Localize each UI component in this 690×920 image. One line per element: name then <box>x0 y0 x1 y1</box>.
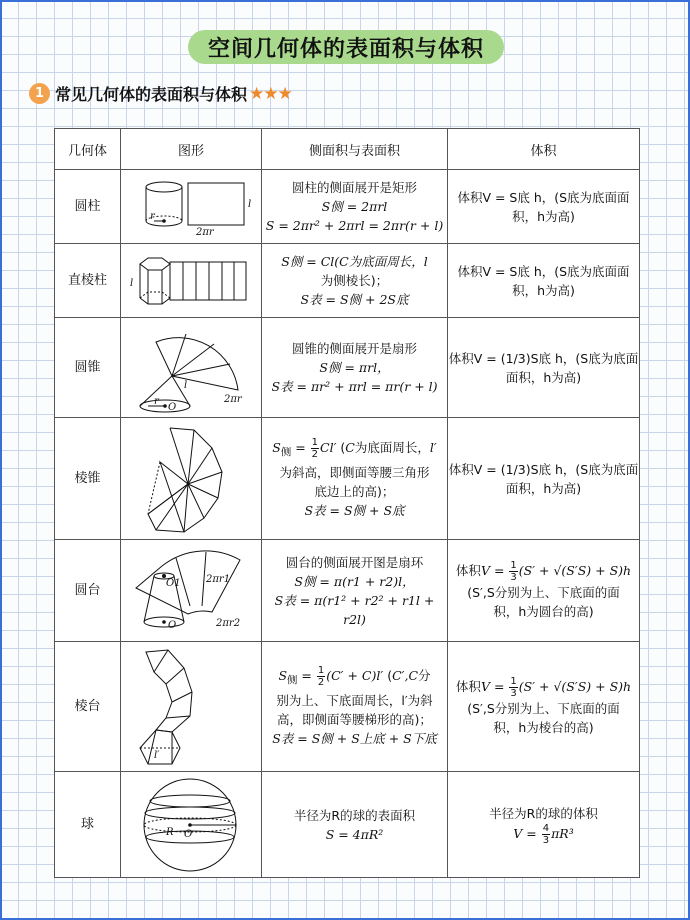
area-line: S表 = S侧 + S底 <box>304 502 405 518</box>
area-line: 底边上的高)； <box>314 483 395 499</box>
volume-cell <box>448 244 640 318</box>
bottom-center-label: O <box>168 619 177 631</box>
area-line: $S_侧$ = $\frac{1}{2}$ (C′ + C)l′ (C′,C分 <box>278 665 431 689</box>
area-cell <box>262 540 448 642</box>
page-title: 空间几何体的表面积与体积 <box>188 30 504 64</box>
slant-height-label: l′ <box>154 749 160 761</box>
volume-line: 积，h为高) <box>512 208 575 224</box>
circumference-label: 2πr <box>196 226 214 238</box>
area-line: 圆锥的侧面展开是扇形 <box>291 341 417 356</box>
area-line: 圆台的侧面展开图是扇环 <box>285 554 424 570</box>
section-heading <box>29 82 292 105</box>
inner-arc-label: 2πr1 <box>206 573 231 585</box>
area-line: S侧 = 2πrl <box>321 199 388 214</box>
solid-name: 棱锥 <box>55 418 121 540</box>
star-rating: ★★★ <box>249 83 292 104</box>
arc-label: 2πr <box>224 393 242 405</box>
volume-line: 体积V = $\frac{1}{3}$ (S′ + √(S′S) + S)h <box>455 560 632 583</box>
area-line: S = 4πR² <box>325 826 384 842</box>
table-row <box>55 170 640 244</box>
volume-line: 体积V = $\frac{1}{3}$ (S′ + √(S′S) + S)h <box>455 676 632 699</box>
top-center-label: O1 <box>166 577 181 589</box>
area-cell <box>262 318 448 418</box>
volume-line: (S′,S分别为上、下底面的面 <box>467 585 620 600</box>
volume-line: (S′,S分别为上、下底面的面 <box>467 701 620 716</box>
prism-figure <box>121 244 262 318</box>
area-line: S表 = π(r1² + r2² + r1l + r2l) <box>274 592 435 627</box>
volume-cell <box>448 772 640 878</box>
area-line: S侧 = Cl(C为底面周长，l <box>281 254 428 269</box>
pyramid-figure <box>121 418 262 540</box>
center-label: O <box>168 401 177 413</box>
volume-line: 面积，h为高) <box>505 480 582 496</box>
area-line: 圆柱的侧面展开是矩形 <box>291 180 417 195</box>
radius-label: r <box>154 395 159 407</box>
table-row <box>55 418 640 540</box>
volume-line: 积，h为圆台的高) <box>493 604 594 619</box>
radius-label: R <box>166 826 174 838</box>
area-cell <box>262 418 448 540</box>
table-row <box>55 642 640 772</box>
volume-line: 积，h为棱台的高) <box>493 720 594 735</box>
length-label: l <box>248 198 252 210</box>
outer-arc-label: 2πr2 <box>216 617 241 629</box>
center-label: O <box>184 828 193 840</box>
area-cell <box>262 244 448 318</box>
area-cell <box>262 170 448 244</box>
header-area: 侧面积与表面积 <box>262 129 448 170</box>
solid-name: 圆锥 <box>55 318 121 418</box>
area-line: 为斜高，即侧面等腰三角形 <box>279 464 430 480</box>
table-row <box>55 772 640 878</box>
table-header-row <box>55 129 640 170</box>
volume-line: 面积，h为高) <box>505 369 582 385</box>
radius-label: r <box>150 210 155 222</box>
frustum-figure <box>121 540 262 642</box>
section-number-badge: 1 <box>29 83 50 104</box>
area-cell <box>262 642 448 772</box>
area-line: S = 2πr² + 2πrl = 2πr(r + l) <box>265 218 444 233</box>
volume-line: 体积V = (1/3)S底 h，(S底为底面 <box>448 461 639 477</box>
table-row <box>55 540 640 642</box>
table-row <box>55 318 640 418</box>
area-line: S表 = S侧 + S上底 + S下底 <box>272 730 437 746</box>
solid-name: 圆台 <box>55 540 121 642</box>
area-line: S侧 = πrl， <box>319 360 390 375</box>
area-line: S侧 = π(r1 + r2)l， <box>294 573 415 589</box>
area-line: S表 = S侧 + 2S底 <box>300 292 409 307</box>
edge-label: l <box>130 277 134 289</box>
area-line: 半径为R的球的表面积 <box>293 807 416 823</box>
volume-cell <box>448 642 640 772</box>
solid-name: 圆柱 <box>55 170 121 244</box>
area-line: 别为上、下底面周长，l′为斜 <box>276 692 433 708</box>
volume-line: 体积V = S底 h，(S底为底面面 <box>457 189 630 205</box>
solid-name: 直棱柱 <box>55 244 121 318</box>
section-label: 常见几何体的表面积与体积 <box>55 85 248 104</box>
area-line: $S_侧$ = $\frac{1}{2}$ Cl′ (C为底面周长，l′ <box>272 437 437 461</box>
frustum-pyramid-figure <box>121 642 262 772</box>
volume-line: V = $\frac{4}{3}$ πR³ <box>513 822 574 846</box>
sphere-figure <box>121 772 262 878</box>
area-line: S表 = πr² + πrl = πr(r + l) <box>271 379 438 394</box>
header-volume: 体积 <box>448 129 640 170</box>
table-row <box>55 244 640 318</box>
header-figure: 图形 <box>121 129 262 170</box>
cone-figure <box>121 318 262 418</box>
volume-line: 体积V = S底 h，(S底为底面面 <box>457 263 630 279</box>
volume-line: 体积V = (1/3)S底 h，(S底为底面 <box>448 350 639 366</box>
slant-label: l <box>184 379 188 391</box>
volume-cell <box>448 170 640 244</box>
volume-line: 半径为R的球的体积 <box>489 805 598 821</box>
area-line: 高，即侧面等腰梯形的高)； <box>277 711 432 727</box>
volume-cell <box>448 318 640 418</box>
header-solid: 几何体 <box>55 129 121 170</box>
solid-name: 球 <box>55 772 121 878</box>
volume-cell <box>448 418 640 540</box>
volume-cell <box>448 540 640 642</box>
area-cell <box>262 772 448 878</box>
formula-table <box>54 128 640 878</box>
cylinder-figure <box>121 170 262 244</box>
solid-name: 棱台 <box>55 642 121 772</box>
area-line: 为侧棱长)； <box>320 273 389 288</box>
volume-line: 积，h为高) <box>512 282 575 298</box>
